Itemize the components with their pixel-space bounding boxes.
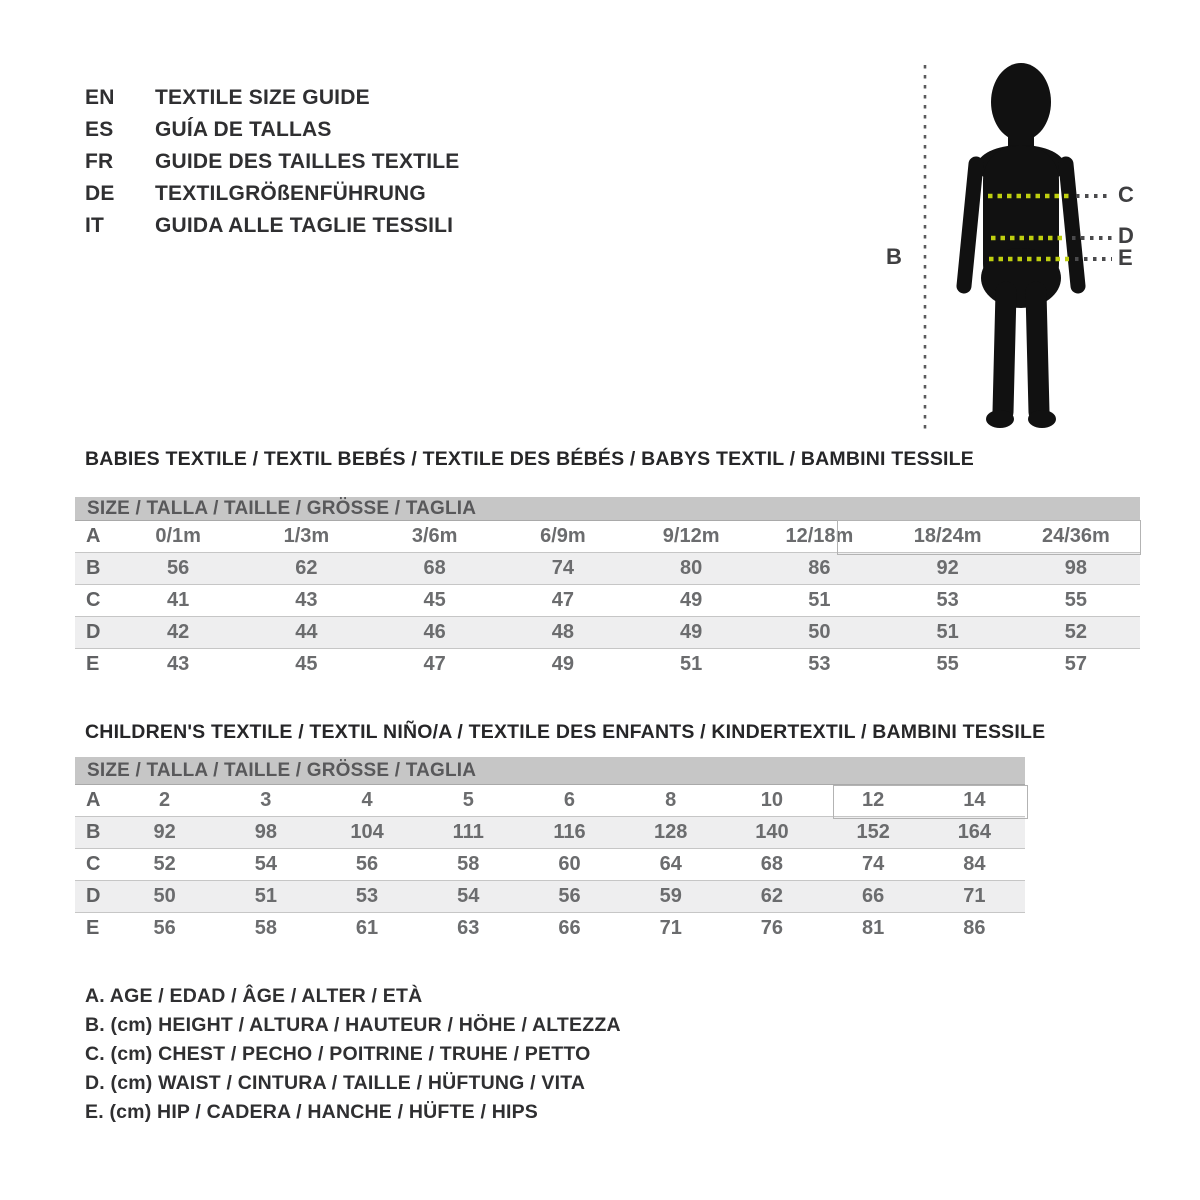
table-cell: 98 (1012, 553, 1140, 585)
table-cell: 76 (760, 917, 784, 939)
table-cell: 2 (159, 789, 171, 811)
table-cell: 71 (659, 917, 682, 939)
babies-section-heading: BABIES TEXTILE / TEXTIL BEBÉS / TEXTILE DES BÉBÉS / BABYS TEXTIL / BAMBINI TESSILE (85, 448, 974, 470)
table-cell: 55 (1064, 589, 1087, 611)
table-cell: 51 (680, 653, 703, 675)
table-cell: 61 (355, 917, 379, 939)
table-cell: 66 (823, 881, 924, 913)
table-cell: 43 (295, 589, 318, 611)
table-cell: 68 (760, 853, 784, 875)
table-cell: 53 (808, 653, 831, 675)
table-cell: 68 (371, 553, 499, 585)
table-cell: 49 (627, 617, 755, 649)
language-row-it (85, 210, 459, 242)
table-cell: 128 (620, 817, 721, 849)
child-silhouette (964, 63, 1078, 428)
language-code: EN (85, 86, 115, 109)
child-silhouette-icon (860, 40, 1190, 452)
table-cell: 81 (862, 917, 885, 939)
language-code: FR (85, 150, 114, 173)
table-cell: 71 (924, 881, 1025, 913)
table-cell: 8 (665, 789, 677, 811)
table-cell: 3/6m (411, 525, 458, 547)
language-row-es (85, 114, 459, 146)
table-cell: 5 (462, 789, 474, 811)
table-cell: 140 (721, 817, 822, 849)
table-cell: 51 (808, 589, 831, 611)
table-cell: 45 (423, 589, 446, 611)
table-cell: 86 (963, 917, 986, 939)
table-cell: 57 (1064, 653, 1087, 675)
legend-hip: E. (cm) HIP / CADERA / HANCHE / HÜFTE / HIPS (85, 1101, 539, 1123)
table-cell: 12 (862, 789, 885, 811)
row-label: A (86, 789, 101, 811)
table-cell: 52 (153, 853, 176, 875)
table-cell: 58 (457, 853, 480, 875)
table-cell: 59 (620, 881, 721, 913)
table-cell: 6/9m (540, 525, 586, 547)
table-cell: 56 (114, 553, 242, 585)
table-cell: 51 (884, 617, 1012, 649)
language-code: DE (85, 182, 115, 205)
table-cell: 62 (242, 553, 370, 585)
table-cell: 52 (1012, 617, 1140, 649)
language-list (85, 82, 459, 242)
table-cell: 47 (551, 589, 574, 611)
table-cell: 60 (558, 853, 581, 875)
table-cell: 9/12m (662, 525, 720, 547)
table-cell: 56 (355, 853, 379, 875)
table-cell: 111 (418, 817, 519, 849)
table-cell: 74 (862, 853, 885, 875)
table-cell: 49 (551, 653, 574, 675)
measurement-figure (860, 40, 1190, 452)
babies-header-highlight-box (837, 520, 1141, 555)
table-cell: 74 (499, 553, 627, 585)
language-code: IT (85, 214, 105, 237)
children-header-highlight-box (833, 785, 1028, 819)
babies-table-header-bar: SIZE / TALLA / TAILLE / GRÖSSE / TAGLIA (75, 497, 1140, 521)
figure-label-waist: D (1118, 223, 1134, 248)
table-cell: 62 (721, 881, 822, 913)
table-cell: 84 (963, 853, 986, 875)
row-label: C (86, 853, 101, 875)
table-cell: 18/24m (913, 525, 982, 547)
table-row-height (75, 817, 1025, 849)
table-cell: 53 (936, 589, 959, 611)
table-cell: 12/18m (785, 525, 854, 547)
table-cell: 63 (457, 917, 480, 939)
language-row-en (85, 82, 459, 114)
table-cell: 50 (755, 617, 883, 649)
language-title: GUIDA ALLE TAGLIE TESSILI (155, 214, 454, 237)
legend-height: B. (cm) HEIGHT / ALTURA / HAUTEUR / HÖHE / ALTEZZA (85, 1014, 621, 1036)
table-cell: 98 (215, 817, 316, 849)
table-cell: 92 (114, 817, 215, 849)
children-table-header-bar: SIZE / TALLA / TAILLE / GRÖSSE / TAGLIA (75, 757, 1025, 785)
row-label: E (86, 917, 100, 939)
row-label: B (75, 553, 114, 585)
table-cell: 24/36m (1041, 525, 1110, 547)
table-cell: 41 (167, 589, 190, 611)
table-cell: 3 (260, 789, 272, 811)
table-cell: 116 (519, 817, 620, 849)
legend-chest: C. (cm) CHEST / PECHO / POITRINE / TRUHE / PETTO (85, 1043, 591, 1065)
children-section-heading: CHILDREN'S TEXTILE / TEXTIL NIÑO/A / TEXTILE DES ENFANTS / KINDERTEXTIL / BAMBINI TESSILE (85, 721, 1046, 743)
table-cell: 64 (659, 853, 682, 875)
row-label: A (86, 525, 101, 547)
table-cell: 44 (242, 617, 370, 649)
table-cell: 55 (936, 653, 959, 675)
measurement-legend (85, 982, 621, 1127)
table-cell: 104 (316, 817, 417, 849)
table-cell: 45 (295, 653, 318, 675)
table-cell: 152 (823, 817, 924, 849)
table-cell: 80 (627, 553, 755, 585)
language-title: GUIDE DES TAILLES TEXTILE (155, 150, 460, 173)
row-label: E (86, 653, 100, 675)
table-cell: 58 (254, 917, 277, 939)
figure-label-hip: E (1118, 245, 1133, 270)
table-cell: 14 (963, 789, 986, 811)
table-row-hip (75, 649, 1140, 681)
figure-label-height: B (886, 244, 902, 269)
row-label: D (75, 881, 114, 913)
table-cell: 54 (254, 853, 277, 875)
table-row-height (75, 553, 1140, 585)
table-cell: 42 (114, 617, 242, 649)
table-cell: 1/3m (283, 525, 330, 547)
table-row-waist (75, 881, 1025, 913)
table-cell: 43 (167, 653, 190, 675)
row-label: D (75, 617, 114, 649)
table-cell: 92 (884, 553, 1012, 585)
table-cell: 53 (316, 881, 417, 913)
table-cell: 10 (760, 789, 784, 811)
table-row-hip (75, 913, 1025, 945)
table-cell: 51 (215, 881, 316, 913)
table-cell: 56 (519, 881, 620, 913)
table-row-chest (75, 585, 1140, 617)
table-cell: 6 (563, 789, 576, 811)
table-cell: 164 (924, 817, 1025, 849)
language-title: GUÍA DE TALLAS (155, 118, 332, 141)
table-cell: 46 (371, 617, 499, 649)
table-cell: 54 (418, 881, 519, 913)
table-cell: 56 (153, 917, 176, 939)
table-cell: 0/1m (155, 525, 201, 547)
language-code: ES (85, 118, 114, 141)
language-row-de (85, 178, 459, 210)
row-label: B (75, 817, 114, 849)
table-cell: 49 (680, 589, 703, 611)
language-row-fr (85, 146, 459, 178)
table-row-waist (75, 617, 1140, 649)
legend-waist: D. (cm) WAIST / CINTURA / TAILLE / HÜFTUNG / VITA (85, 1072, 586, 1094)
legend-age: A. AGE / EDAD / ÂGE / ALTER / ETÀ (85, 985, 423, 1007)
table-cell: 48 (499, 617, 627, 649)
language-title: TEXTILE SIZE GUIDE (155, 86, 370, 109)
language-title: TEXTILGRÖßENFÜHRUNG (155, 182, 426, 205)
table-cell: 66 (558, 917, 581, 939)
row-label: C (86, 589, 101, 611)
table-cell: 47 (423, 653, 446, 675)
table-cell: 86 (755, 553, 883, 585)
table-cell: 4 (361, 789, 373, 811)
table-row-chest (75, 849, 1025, 881)
figure-label-chest: C (1118, 182, 1134, 207)
table-cell: 50 (114, 881, 215, 913)
